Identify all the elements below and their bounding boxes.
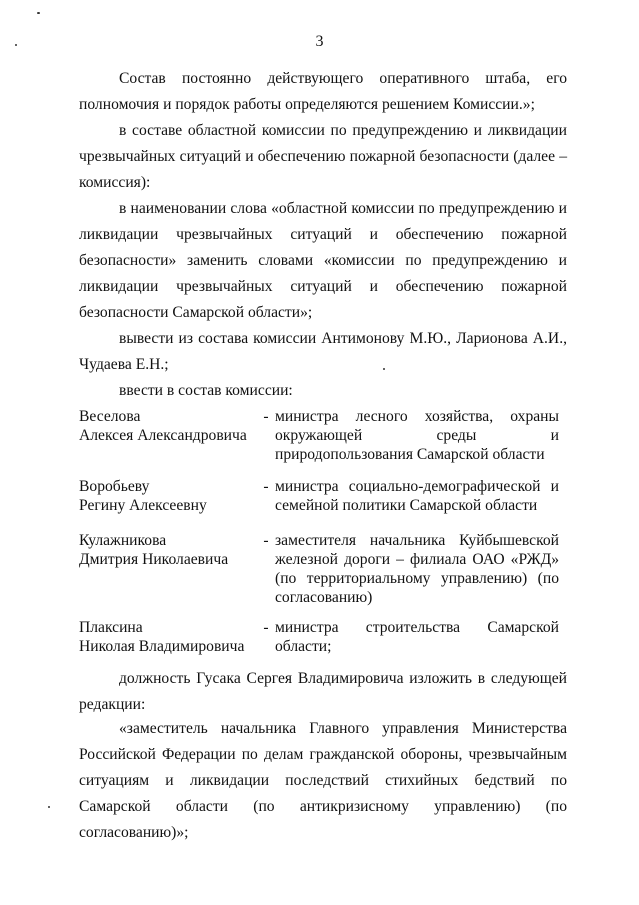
member-dash: -	[263, 408, 269, 425]
paragraph-add-members: ввести в состав комиссии:	[119, 382, 293, 399]
member-given-names: Регину Алексеевну	[79, 497, 207, 514]
member-position: министра социально-демографической и семейной политики Самарской области	[275, 478, 559, 514]
member-dash: -	[263, 478, 269, 495]
scan-speck	[48, 806, 50, 808]
member-dash: -	[263, 619, 269, 636]
member-given-names: Дмитрия Николаевича	[79, 551, 229, 568]
paragraph-rename: в наименовании слова «областной комиссии по предупреждению и ликвидации чрезвычайных ситуаций и обеспечению пожарной безопасности» заменить словами «комиссии по предупреждению и ликвидации чрезвычайных ситуаций и обеспечению пожарной безопасности Самарской области»;	[79, 200, 567, 321]
member-given-names: Николая Владимировича	[79, 638, 245, 655]
member-name	[79, 407, 259, 445]
member-surname: Кулажникова	[79, 532, 167, 549]
paragraph-commission-composition: в составе областной комиссии по предупреждению и ликвидации чрезвычайных ситуаций и обеспечению пожарной безопасности (далее – комиссия):	[79, 122, 567, 191]
member-position: министра строительства Самарской области;	[275, 619, 559, 655]
member-surname: Плаксина	[79, 619, 143, 636]
paragraph-staff-composition: Состав постоянно действующего оперативного штаба, его полномочия и порядок работы определяются решением Комиссии.»;	[79, 70, 567, 113]
member-name	[79, 618, 259, 656]
member-position: заместителя начальника Куйбышевской железной дороги – филиала ОАО «РЖД» (по территориальному управлению) (по согласованию)	[275, 532, 559, 606]
member-surname: Веселова	[79, 408, 141, 425]
page-number: 3	[315, 33, 324, 50]
member-dash: -	[263, 532, 269, 549]
member-position: министра лесного хозяйства, охраны окружающей среды и природопользования Самарской области	[275, 408, 559, 463]
paragraph-remove-members: вывести из состава комиссии Антимонову М.Ю., Ларионова А.И., Чудаева Е.Н.;	[79, 330, 567, 373]
member-given-names: Алексея Александровича	[79, 427, 247, 444]
member-surname: Воробьеву	[79, 478, 150, 495]
paragraph-new-position-text: «заместитель начальника Главного управления Министерства Российской Федерации по делам гражданской обороны, чрезвычайным ситуациям и ликвидации последствий стихийных бедствий по Самарской области (по антикризисному управлению) (по согласованию)»;	[79, 720, 567, 841]
paragraph-position-change: должность Гусака Сергея Владимировича изложить в следующей редакции:	[79, 670, 567, 713]
member-name	[79, 531, 259, 569]
member-name	[79, 477, 259, 515]
scan-speck	[37, 12, 40, 14]
